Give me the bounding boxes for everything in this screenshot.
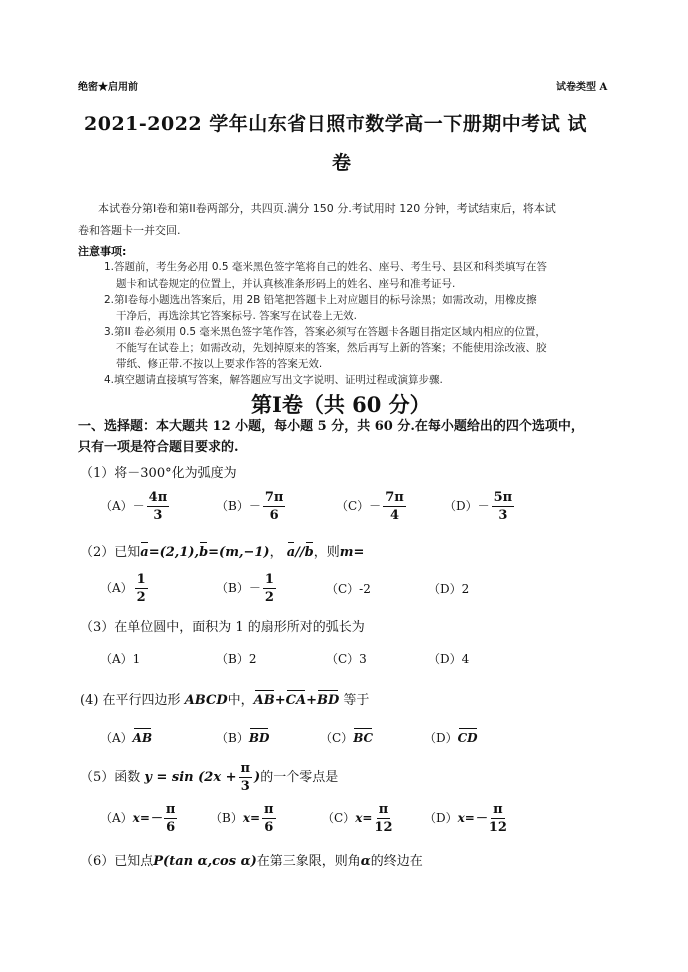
q4-option-d: （D）CD: [424, 731, 478, 745]
q4-option-b: （B）BD: [216, 731, 270, 745]
q5-option-a: （A）x=－ $\frac{\pi}{6}$: [100, 802, 176, 835]
note-1b: 题卡和试卷规定的位置上，并认真核准条形码上的姓名、座号和准考证号.: [116, 278, 456, 290]
q3-option-b: （B）2: [216, 652, 257, 666]
exam-title-line1: 2021-2022 学年山东省日照市数学高一下册期中考试 试: [84, 113, 587, 135]
vector-ab: AB: [253, 693, 275, 708]
q2-option-b-fraction: $\frac{1}{2}$: [264, 572, 274, 605]
q5-option-b: （B）x= $\frac{\pi}{6}$: [210, 802, 274, 835]
q1-option-b: [216, 490, 287, 523]
notes-heading: 注意事项:: [78, 245, 127, 258]
q1-option-c-label: （C）－: [336, 499, 382, 513]
q3-option-a: （A）1: [100, 652, 141, 666]
paper-type-label: 试卷类型 A: [556, 82, 608, 93]
q1-option-c: [336, 490, 408, 523]
q1-stem: （1）将－300°化为弧度为: [80, 466, 237, 481]
q1-option-b-label: （B）－: [216, 499, 261, 513]
intro-line1: 本试卷分第Ⅰ卷和第II卷两部分，共四页.满分 150 分.考试用时 120 分钟，考试结束后，将本试: [98, 202, 556, 215]
confidential-label: 绝密★启用前: [78, 82, 138, 93]
note-2b: 干净后，再选涂其它答案标号. 答案写在试卷上无效.: [116, 310, 358, 322]
vector-a-2: a: [286, 545, 296, 560]
q2-option-b: [216, 572, 278, 605]
q5-option-d: （D）x=－ $\frac{\pi}{12}$: [424, 802, 507, 835]
q1-option-a: [100, 490, 171, 523]
q1-option-d: [444, 490, 516, 523]
vector-bd: BD: [316, 693, 340, 708]
intro-line2: 卷和答题卡一并交回.: [78, 224, 181, 237]
note-3c: 带纸、修正带.不按以上要求作答的答案无效.: [116, 358, 323, 370]
note-1a: 1.答题前，考生务必用 0.5 毫米黑色签字笔将自己的姓名、座号、考生号、县区和科类填写在答: [104, 261, 547, 273]
q6-stem: （6）已知点P(tan α,cos α)在第三象限，则角α的终边在: [80, 854, 423, 869]
section-title: 第Ⅰ卷（共 60 分）: [251, 392, 431, 417]
part1-instructions-line2: 只有一项是符合题目要求的.: [78, 440, 239, 455]
q2-option-a: [100, 572, 150, 605]
q2-option-b-label: （B）－: [216, 581, 261, 595]
q5-stem: （5）函数 y = sin (2x + $\frac{\pi}{3}$ )的一个零点是: [80, 761, 339, 794]
q5-option-c: （C）x= $\frac{\pi}{12}$: [322, 802, 393, 835]
exam-title-line2: 卷: [332, 152, 352, 174]
q2-stem: （2）已知a=(2,1),b=(m,−1)， a//b，则m=: [80, 545, 365, 560]
q4-option-a: （A）AB: [100, 731, 153, 745]
q1-option-a-label: （A）－: [100, 499, 145, 513]
note-4: 4.填空题请直接填写答案，解答题应写出文字说明、证明过程或演算步骤.: [104, 374, 443, 386]
q1-option-d-fraction: $\frac{5\pi}{3}$: [493, 490, 513, 523]
q3-option-c: （C）3: [326, 652, 367, 666]
vector-b-2: b: [304, 545, 314, 560]
q4-option-c: （C）BC: [320, 731, 374, 745]
vector-a: a: [140, 545, 149, 560]
part1-instructions-line1: 一、选择题：本大题共 12 小题，每小题 5 分，共 60 分.在每小题给出的四个选项中，: [78, 419, 584, 434]
q3-stem: （3）在单位圆中，面积为 1 的扇形所对的弧长为: [80, 620, 365, 635]
q4-stem: (4) 在平行四边形 ABCD中，AB+CA+BD 等于: [80, 693, 370, 708]
note-3b: 不能写在试卷上；如需改动，先划掉原来的答案，然后再写上新的答案；不能使用涂改液、胶: [116, 342, 547, 354]
note-3a: 3.第II 卷必须用 0.5 毫米黑色签字笔作答，答案必须写在答题卡各题目指定区域内相应的位置，: [104, 326, 546, 338]
q1-option-b-fraction: $\frac{7\pi}{6}$: [264, 490, 284, 523]
q5-pi-over-3: $\frac{\pi}{3}$: [240, 761, 251, 794]
q1-option-c-fraction: $\frac{7\pi}{4}$: [385, 490, 404, 523]
q3-option-d: （D）4: [428, 652, 470, 666]
vector-ca: CA: [285, 693, 307, 708]
q2-option-a-fraction: $\frac{1}{2}$: [136, 572, 146, 605]
q1-option-a-fraction: $\frac{4\pi}{3}$: [148, 490, 168, 523]
q2-option-d: （D）2: [428, 582, 470, 596]
q1-option-d-label: （D）－: [444, 499, 490, 513]
vector-b: b: [199, 545, 209, 560]
note-2a: 2.第Ⅰ卷每小题选出答案后，用 2B 铅笔把答题卡上对应题目的标号涂黑；如需改动，用橡皮擦: [104, 294, 537, 306]
q2-option-a-label: （A）: [100, 581, 133, 595]
q2-option-c: （C）-2: [326, 582, 371, 596]
